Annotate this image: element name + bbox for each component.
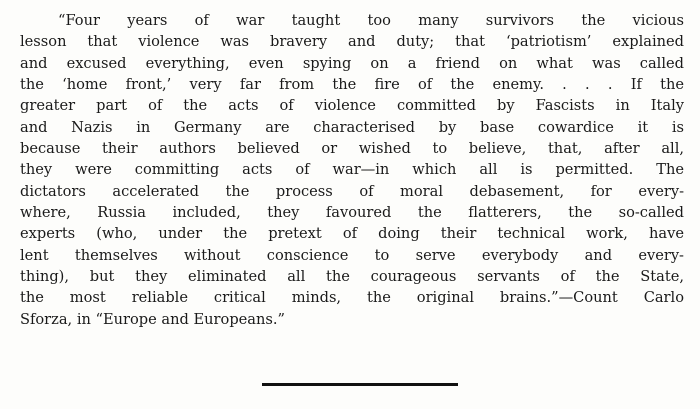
quote-line: and excused everything, even spying on a friend on what was called <box>20 54 684 72</box>
quote-paragraph <box>20 10 684 330</box>
quote-line: experts (who, under the pretext of doing their technical work, have <box>20 225 684 243</box>
quote-line: because their authors believed or wished to believe, that, after all, <box>20 140 684 158</box>
quote-line: they were committing acts of war—in which all is permitted. The <box>20 161 684 179</box>
quote-line: where, Russia included, they favoured the flatterers, the so-called <box>20 204 684 222</box>
quote-line: dictators accelerated the process of moral debasement, for every- <box>20 182 684 200</box>
section-divider-rule <box>262 383 458 386</box>
quote-line: “Four years of war taught too many survivors the vicious <box>58 12 684 29</box>
quote-line: the most reliable critical minds, the original brains.”—Count Carlo <box>20 289 684 307</box>
quote-line: lent themselves without conscience to serve everybody and every- <box>20 246 684 264</box>
quote-line: thing), but they eliminated all the courageous servants of the State, <box>20 268 684 286</box>
quote-line: lesson that violence was bravery and duty; that ‘patriotism’ explained <box>20 33 684 51</box>
quote-attribution-line: Sforza, in “Europe and Europeans.” <box>20 310 285 328</box>
quote-line: greater part of the acts of violence committed by Fascists in Italy <box>20 97 684 115</box>
quote-line: and Nazis in Germany are characterised by base cowardice it is <box>20 118 684 136</box>
quote-line: the ‘home front,’ very far from the fire of the enemy. . . . If the <box>20 76 684 94</box>
